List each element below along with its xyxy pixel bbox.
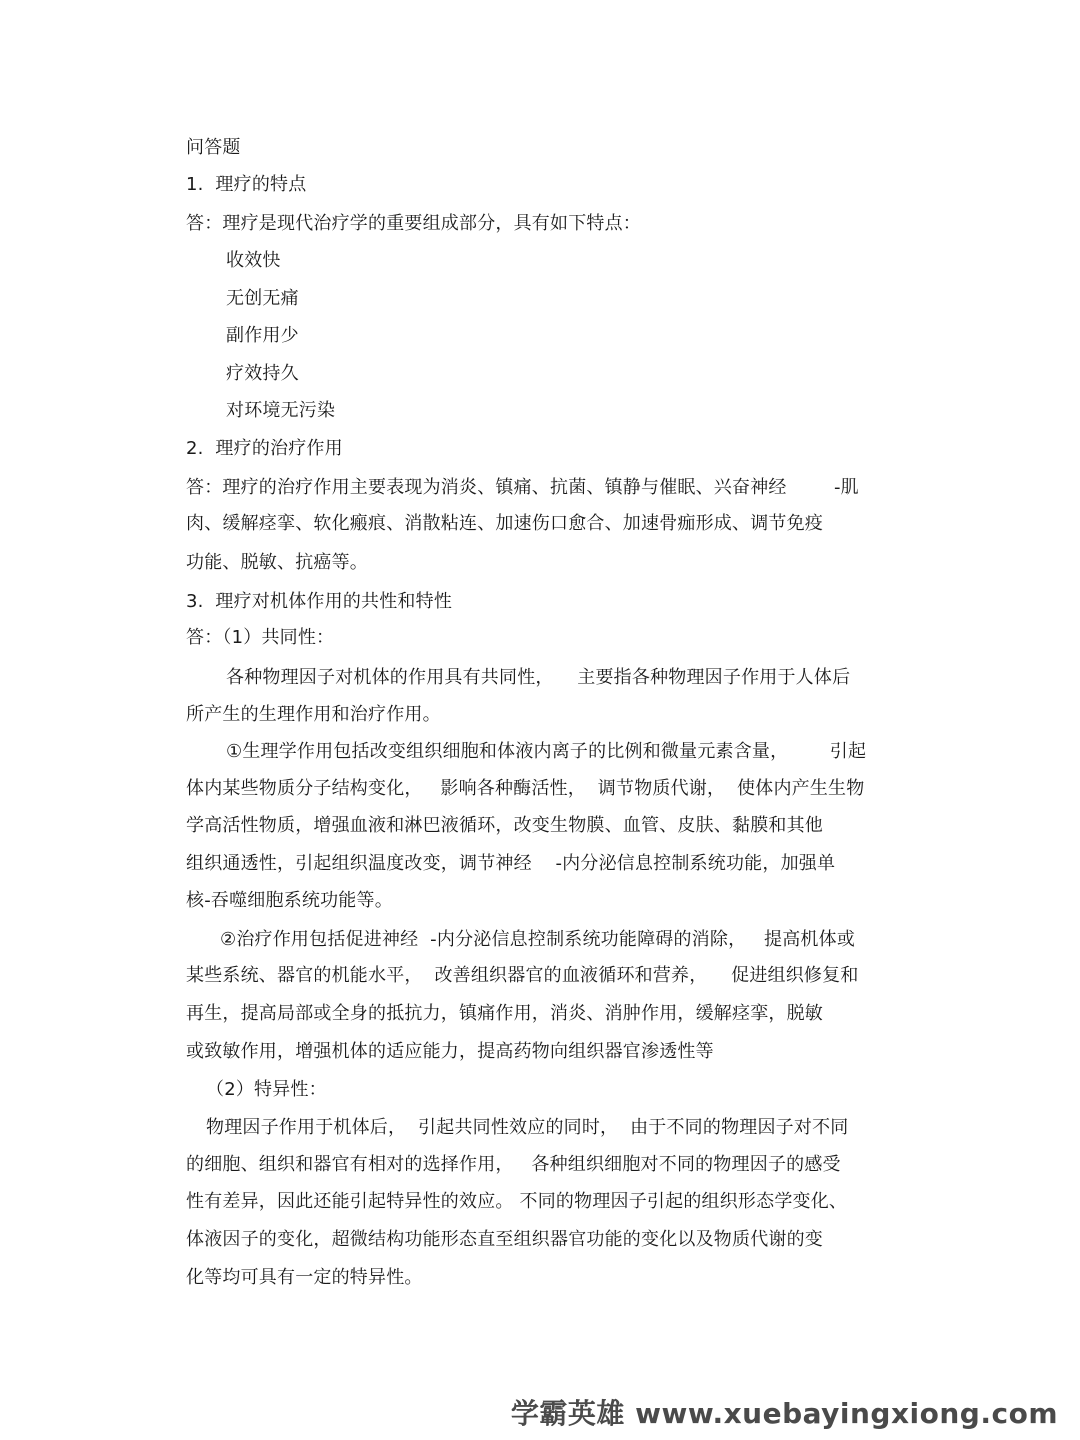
- therapy-paragraph-line: 某些系统、器官的机能水平， 改善组织器官的血液循环和营养， 促进组织修复和: [186, 965, 859, 986]
- question-3-title: 3. 理疗对机体作用的共性和特性: [186, 591, 453, 612]
- question-1-answer-intro: 答：理疗是现代治疗学的重要组成部分，具有如下特点：: [186, 213, 641, 234]
- question-2-answer-line: 答：理疗的治疗作用主要表现为消炎、镇痛、抗菌、镇静与催眠、兴奋神经 -肌: [186, 477, 859, 498]
- question-2-answer-line: 功能、脱敏、抗癌等。: [186, 552, 368, 573]
- question-1-point: 疗效持久: [226, 363, 299, 384]
- question-1-point: 对环境无污染: [226, 400, 336, 421]
- question-1-point: 无创无痛: [226, 288, 299, 309]
- specific-paragraph-line: 化等均可具有一定的特异性。: [186, 1267, 423, 1288]
- question-3-answer-intro: 答：（1）共同性：: [186, 627, 335, 648]
- therapy-paragraph-line: 或致敏作用，增强机体的适应能力，提高药物向组织器官渗透性等: [186, 1041, 714, 1062]
- question-1-point: 收效快: [226, 250, 281, 271]
- therapy-paragraph-line: ②治疗作用包括促进神经 -内分泌信息控制系统功能障碍的消除， 提高机体或: [220, 929, 856, 950]
- specific-paragraph-line: 物理因子作用于机体后， 引起共同性效应的同时， 由于不同的物理因子对不同: [206, 1117, 849, 1138]
- physiology-paragraph-line: 体内某些物质分子结构变化， 影响各种酶活性， 调节物质代谢， 使体内产生生物: [186, 778, 865, 799]
- physiology-paragraph-line: 核-吞噬细胞系统功能等。: [186, 890, 393, 911]
- site-watermark: 学霸英雄 www.xuebayingxiong.com: [510, 1397, 1058, 1430]
- common-paragraph-line: 各种物理因子对机体的作用具有共同性， 主要指各种物理因子作用于人体后: [226, 667, 851, 688]
- physiology-paragraph-line: 组织通透性，引起组织温度改变，调节神经 -内分泌信息控制系统功能，加强单: [186, 853, 836, 874]
- question-1-title: 1. 理疗的特点: [186, 174, 307, 195]
- therapy-paragraph-line: 再生，提高局部或全身的抵抗力，镇痛作用，消炎、消肿作用，缓解痉挛，脱敏: [186, 1003, 823, 1024]
- specific-paragraph-line: 的细胞、组织和器官有相对的选择作用， 各种组织细胞对不同的物理因子的感受: [186, 1154, 841, 1175]
- specific-paragraph-line: 性有差异，因此还能引起特异性的效应。 不同的物理因子引起的组织形态学变化、: [186, 1191, 848, 1212]
- physiology-paragraph-line: ①生理学作用包括改变组织细胞和体液内离子的比例和微量元素含量， 引起: [226, 741, 867, 762]
- physiology-paragraph-line: 学高活性物质，增强血液和淋巴液循环，改变生物膜、血管、皮肤、黏膜和其他: [186, 815, 823, 836]
- specific-title: （2）特异性：: [206, 1079, 327, 1100]
- question-2-answer-line: 肉、缓解痉挛、软化瘢痕、消散粘连、加速伤口愈合、加速骨痂形成、调节免疫: [186, 513, 823, 534]
- question-2-title: 2. 理疗的治疗作用: [186, 438, 343, 459]
- question-1-point: 副作用少: [226, 325, 299, 346]
- specific-paragraph-line: 体液因子的变化，超微结构功能形态直至组织器官功能的变化以及物质代谢的变: [186, 1229, 823, 1250]
- common-paragraph-line: 所产生的生理作用和治疗作用。: [186, 704, 441, 725]
- section-title: 问答题: [186, 137, 241, 158]
